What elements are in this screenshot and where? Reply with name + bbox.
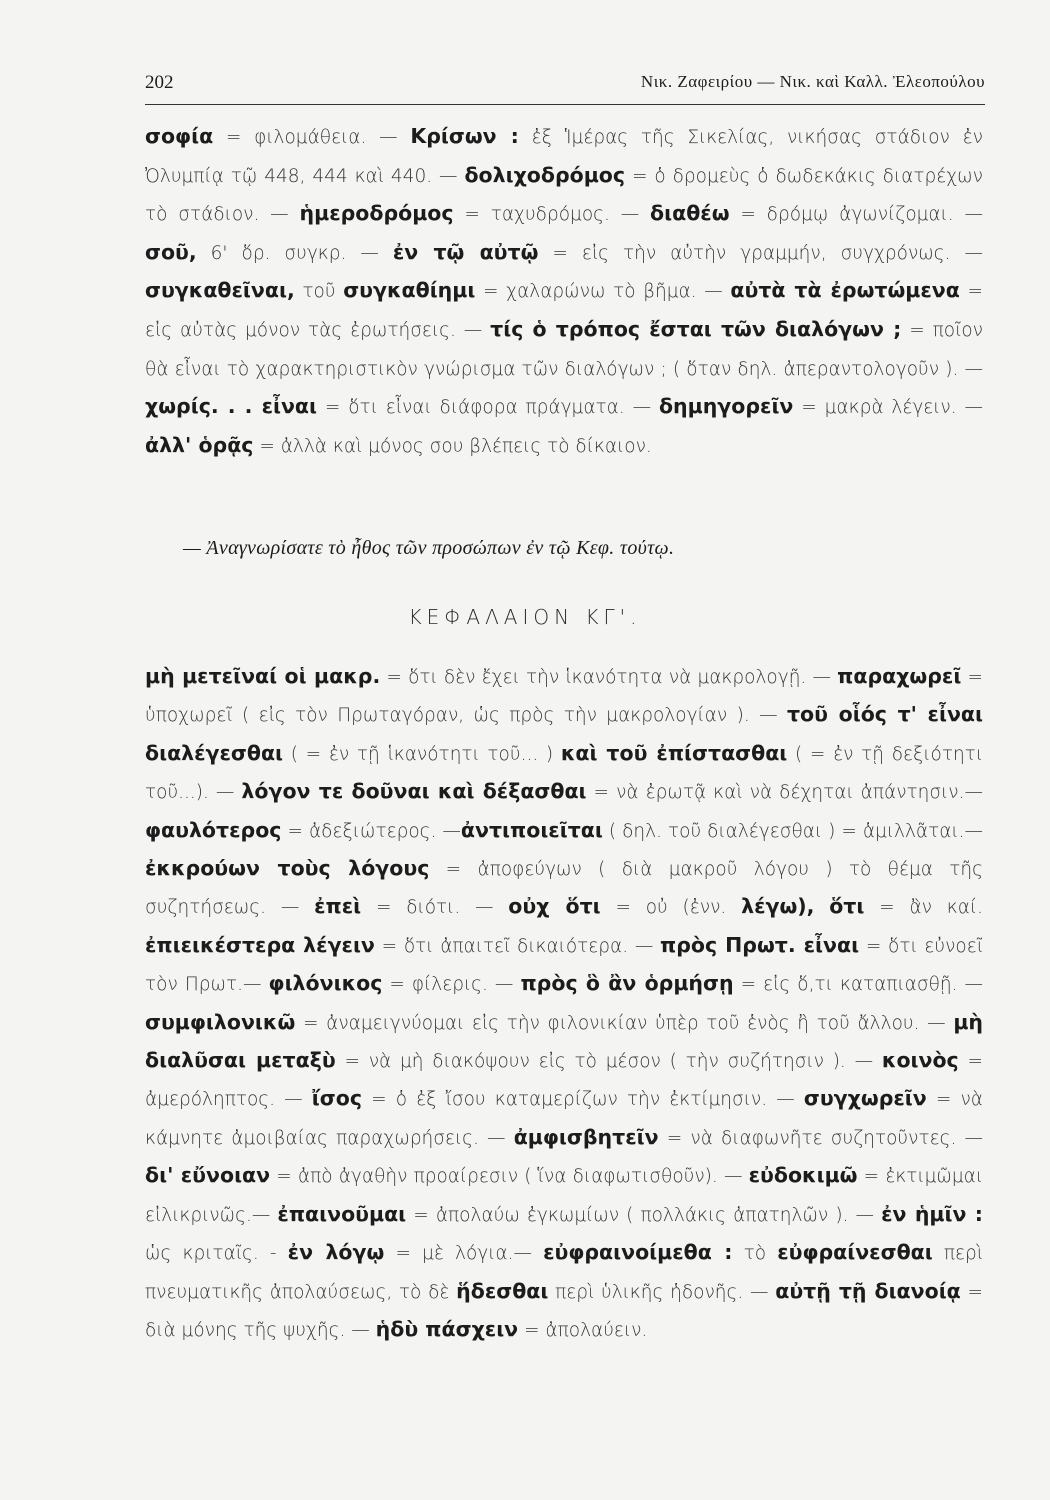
headword: ἡμεροδρόμος — [299, 201, 454, 226]
headword: δολιχοδρόμος — [464, 162, 626, 187]
definition-text: = διότι. — — [361, 897, 509, 919]
headword: χωρίς. . . εἶναι — [145, 394, 318, 419]
definition-text: ( = ἐν τῇ ἱκανότητι τοῦ... ) — [283, 743, 561, 765]
headword: ἐν τῷ αὐτῷ — [392, 239, 539, 264]
definition-text: ( δηλ. τοῦ διαλέγεσθαι ) = ἁμιλλᾶται.— — [602, 820, 983, 842]
definition-text: 6' ὅρ. συγκρ. — — [196, 242, 393, 264]
headword: ἐν ἡμῖν : — [881, 1201, 984, 1226]
headword: ἴσος — [311, 1086, 362, 1111]
headword: τοῦ οἷός τ' εἶναι διαλέγεσθαι — [145, 702, 983, 765]
definition-text: = ἐκτιμῶμαι εἰλικρινῶς.— — [145, 1166, 983, 1226]
definition-text: = εἰς ὅ,τι καταπιασθῇ. — — [733, 974, 984, 996]
definition-text: = νὰ διαφωνῆτε συζητοῦντες. — — [658, 1127, 983, 1149]
headword: ἥδεσθαι — [456, 1278, 549, 1303]
headword: διαθέω — [650, 201, 730, 226]
definition-text: = ἀδεξιώτερος. — — [281, 820, 461, 842]
glossary-section-1 — [145, 118, 983, 465]
definition-text: = ἂν καί. — [864, 897, 983, 919]
headword: καὶ τοῦ ἐπίστασθαι — [560, 740, 788, 765]
definition-text: = χαλαρώνω τὸ βῆμα. — — [475, 281, 731, 303]
definition-text: = οὐ (ἐνν. — [600, 897, 742, 919]
headword: ἐπιεικέστερα λέγειν — [145, 932, 375, 957]
definition-text: = ὁ ἐξ ἴσου καταμερίζων τὴν ἐκτίμησιν. — — [361, 1089, 804, 1111]
headword: κοινὸς — [881, 1048, 959, 1073]
definition-text: = φιλομάθεια. — — [213, 127, 411, 148]
headword: δημηγορεῖν — [658, 394, 794, 419]
headword: ἐν λόγῳ — [287, 1240, 385, 1265]
definition-text: περὶ πνευματικῆς ἀπολαύσεως, τὸ δὲ — [145, 1243, 984, 1303]
headword: ἐπεὶ — [314, 894, 362, 919]
definition-text: = νὰ ἐρωτᾷ καὶ νὰ δέχηται ἀπάντησιν.— — [586, 782, 983, 804]
summary-line: — Ἀναγνωρίσατε τὸ ἦθος τῶν προσώπων ἐν τῷ Κεφ. τούτῳ. — [183, 537, 675, 559]
headword: ἀντιποιεῖται — [460, 817, 603, 842]
definition-text: τὸ — [732, 1243, 778, 1265]
headword: Κρίσων : — [410, 124, 519, 148]
headword: εὐφραίνεσθαι — [777, 1240, 933, 1265]
definition-text: = ὑποχωρεῖ ( εἰς τὸν Πρωταγόραν, ὡς πρὸς τὴν μακρολογίαν ). — — [145, 667, 983, 727]
running-head: Νικ. Ζαφειρίου — Νικ. καὶ Καλλ. Ἐλεοπούλου — [640, 72, 985, 91]
headword: μὴ μετεῖναί οἱ μακρ. — [145, 664, 381, 688]
definition-text: = ἀπολαύειν. — [518, 1319, 648, 1341]
headword: τίς ὁ τρόπος ἔσται τῶν διαλόγων ; — [490, 316, 902, 341]
headword: αὐτῇ τῇ διανοίᾳ — [775, 1278, 961, 1303]
definition-text: περὶ ὑλικῆς ἡδονῆς. — — [548, 1281, 776, 1303]
definition-text — [814, 897, 829, 918]
headword: συγχωρεῖν — [803, 1086, 927, 1111]
headword: ὅτι — [829, 894, 865, 919]
definition-text: = εἰς αὐτὰς μόνον τὰς ἐρωτήσεις. — — [145, 281, 983, 341]
headword: αὐτὰ τὰ ἐρωτώμενα — [730, 278, 960, 303]
headword: εὐδοκιμῶ — [748, 1163, 858, 1188]
definition-text: = ὅτι δὲν ἔχει τὴν ἱκανότητα νὰ μακρολογῇ. — — [380, 667, 838, 688]
definition-text: = ὅτι εὐνοεῖ τὸν Πρωτ.— — [145, 935, 983, 996]
headword: συγκαθεῖναι, — [145, 278, 295, 303]
headword: συγκαθίημι — [343, 278, 476, 303]
definition-text: = ἀπὸ ἀγαθὴν προαίρεσιν ( ἵνα διαφωτισθοῦν). — — [270, 1166, 749, 1188]
definition-text: = νὰ μὴ διακόψουν εἰς τὸ μέσον ( τὴν συζήτησιν ). — — [335, 1051, 882, 1073]
headword: φιλόνικος — [268, 971, 383, 996]
headword: ἀμφισβητεῖν — [513, 1124, 659, 1149]
definition-text: = ἀλλὰ καὶ μόνος σου βλέπεις τὸ δίκαιον. — [253, 435, 652, 457]
definition-text: = ὅτι εἶναι διάφορα πράγματα. — — [317, 397, 659, 419]
definition-text: τοῦ — [294, 281, 344, 303]
definition-text: = μὲ λόγια.— — [384, 1243, 544, 1265]
headword: πρὸς ὃ ἂν ὁρμήσῃ — [520, 971, 734, 996]
definition-text: = διὰ μόνης τῆς ψυχῆς. — — [145, 1281, 983, 1341]
definition-text: ἐξ Ἱμέρας τῆς Σικελίας, νικήσας στάδιον ἐν Ὀλυμπίᾳ τῷ 448, 444 καὶ 440. — — [145, 127, 983, 187]
headword: δι' εὔνοιαν — [145, 1163, 271, 1188]
definition-text: = νὰ κάμνητε ἀμοιβαίας παραχωρήσεις. — — [145, 1089, 984, 1149]
headword: φαυλότερος — [145, 817, 282, 842]
definition-text: ὡς κριταῖς. - — [145, 1243, 288, 1265]
headword: πρὸς Πρωτ. εἶναι — [660, 932, 860, 957]
definition-text: = δρόμῳ ἀγωνίζομαι. — — [729, 204, 983, 226]
page-header — [145, 72, 985, 105]
definition-text: = μακρὰ λέγειν. — — [793, 397, 984, 419]
definition-text: = ταχυδρόμος. — — [453, 204, 651, 226]
headword: ἐκκρούων τοὺς λόγους — [145, 856, 430, 881]
definition-text: = φίλερις. — — [382, 974, 521, 996]
headword: ἡδὺ πάσχειν — [375, 1316, 519, 1341]
headword: λέγω), — [741, 894, 815, 919]
definition-text: = εἰς τὴν αὐτὴν γραμμήν, συγχρόνως. — — [538, 242, 983, 264]
headword: ἀλλ' ὁρᾷς — [145, 432, 254, 457]
headword: σοφία — [145, 124, 214, 148]
definition-text: = ποῖον θὰ εἶναι τὸ χαρακτηριστικὸν γνώρισμα τῶν διαλόγων ; ( ὅταν δηλ. ἀπεραντολογοῦν ). — — [145, 319, 983, 380]
headword: ἐπαινοῦμαι — [277, 1201, 407, 1226]
headword: λόγον τε δοῦναι καὶ δέξασθαι — [241, 779, 587, 804]
definition-text: = ἀπολαύω ἐγκωμίων ( πολλάκις ἀπατηλῶν ). — — [406, 1204, 882, 1226]
definition-text: = ἀναμειγνύομαι εἰς τὴν φιλονικίαν ὑπὲρ τοῦ ἑνὸς ἢ τοῦ ἄλλου. — — [295, 1012, 954, 1034]
headword: συμφιλονικῶ — [145, 1009, 296, 1034]
definition-text: = ὁ δρομεὺς ὁ δωδεκάκις διατρέχων τὸ στάδιον. — — [145, 165, 984, 226]
headword: μὴ διαλῦσαι μεταξὺ — [145, 1009, 983, 1073]
chapter-title: ΚΕΦΑΛΑΙΟΝ ΚΓ'. — [408, 605, 642, 629]
definition-text: = ἀποφεύγων ( διὰ μακροῦ λόγου ) τὸ θέμα τῆς συζητήσεως. — — [145, 859, 983, 919]
page-number: 202 — [145, 72, 174, 93]
headword: σοῦ, — [145, 239, 197, 264]
headword: παραχωρεῖ — [837, 664, 962, 688]
definition-text: = ὅτι ἀπαιτεῖ δικαιότερα. — — [374, 935, 661, 957]
glossary-section-2 — [145, 658, 983, 1349]
headword: οὐχ ὅτι — [508, 894, 601, 919]
definition-text: ( = ἐν τῇ δεξιότητι τοῦ...). — — [145, 743, 983, 804]
definition-text: = ἀμερόληπτος. — — [145, 1051, 983, 1111]
headword: εὐφραινοίμεθα : — [543, 1240, 733, 1265]
